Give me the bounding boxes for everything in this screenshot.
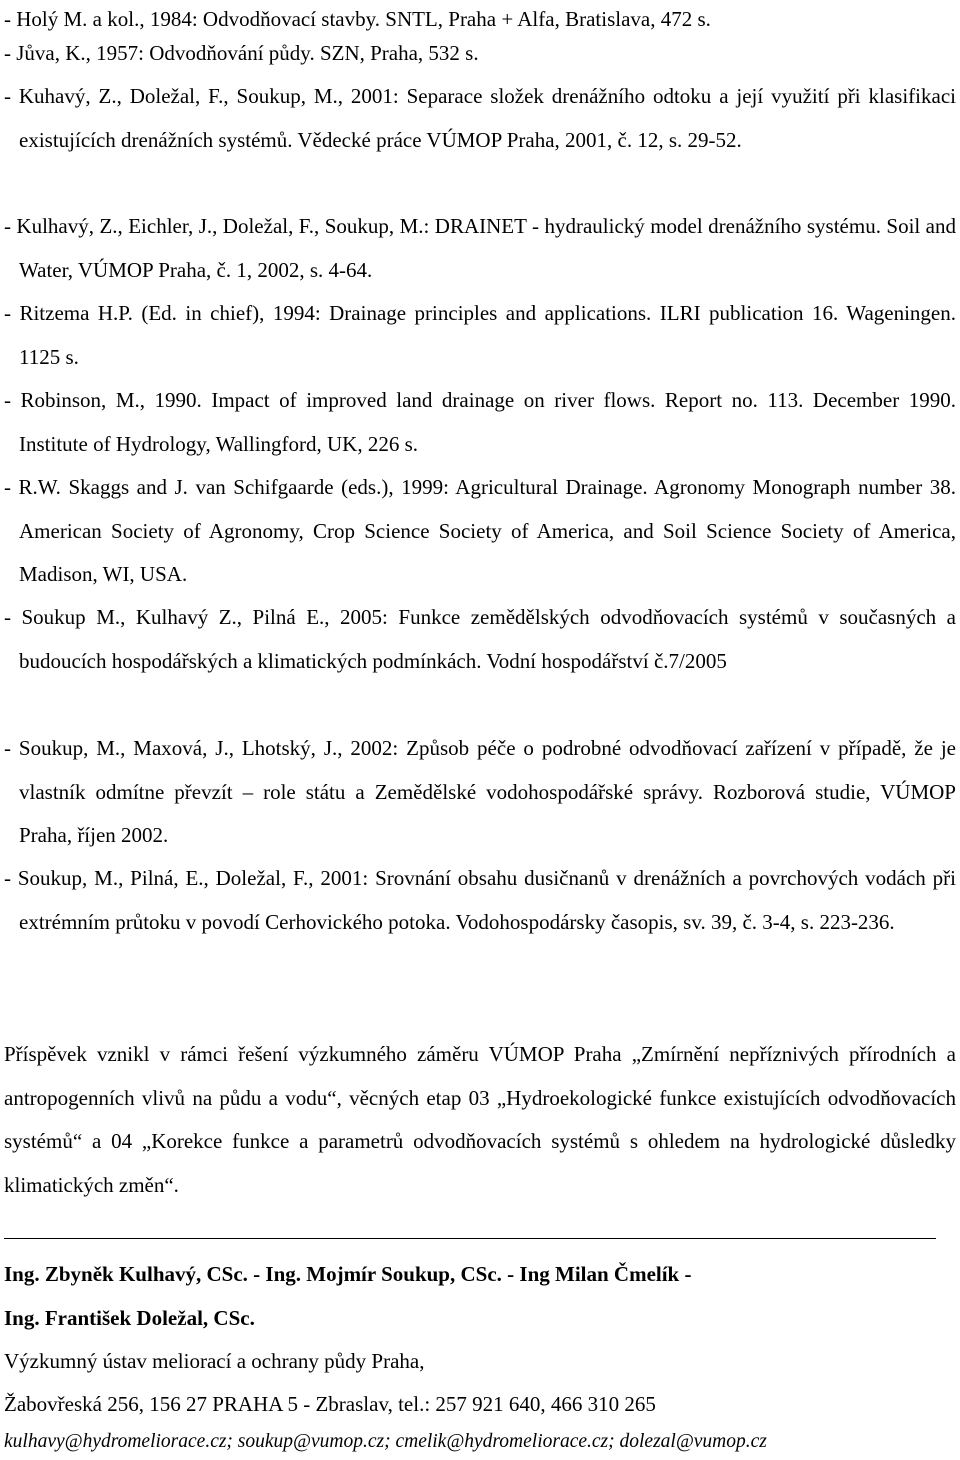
reference-soukup-2001: - Soukup, M., Pilná, E., Doležal, F., 2001: Srovnání obsahu dusičnanů v drenážních a povrchových vodách při extrémním průtoku v povodí Cerhovického potoka. Vodohospodársky časopis, sv. 39, č. 3-4, s. 223-236. (4, 866, 956, 934)
separator-rule (4, 1238, 936, 1239)
reference-kulhavy-drainet: - Kulhavý, Z., Eichler, J., Doležal, F., Soukup, M.: DRAINET - hydraulický model drenážního systému. Soil and Water, VÚMOP Praha, č. 1, 2002, s. 4-64. (4, 214, 956, 282)
authors-line-2: Ing. František Doležal, CSc. (4, 1305, 255, 1330)
authors-line-1: Ing. Zbyněk Kulhavý, CSc. - Ing. Mojmír Soukup, CSc. - Ing Milan Čmelík - (4, 1262, 692, 1286)
institute-name: Výzkumný ústav meliorací a ochrany půdy Praha, (4, 1349, 425, 1373)
reference-juva: - Jůva, K., 1957: Odvodňování půdy. SZN, Praha, 532 s. (4, 41, 479, 65)
reference-robinson: - Robinson, M., 1990. Impact of improved land drainage on river flows. Report no. 113. December 1990. Institute of Hydrology, Wallingford, UK, 226 s. (4, 388, 956, 456)
reference-soukup-2005: - Soukup M., Kulhavý Z., Pilná E., 2005: Funkce zemědělských odvodňovacích systémů v současných a budoucích hospodářských a klimatických podmínkách. Vodní hospodářství č.7/2005 (4, 605, 956, 673)
email-addresses: kulhavy@hydromeliorace.cz; soukup@vumop.cz; cmelik@hydromeliorace.cz; dolezal@vumop.cz (4, 1431, 767, 1452)
authors-block (4, 1253, 956, 1340)
reference-kuhavy-2001: - Kuhavý, Z., Doležal, F., Soukup, M., 2001: Separace složek drenážního odtoku a její využití při klasifikaci existujících drenážních systémů. Vědecké práce VÚMOP Praha, 2001, č. 12, s. 29-52. (4, 84, 956, 152)
institute-address: Žabovřeská 256, 156 27 PRAHA 5 - Zbraslav, tel.: 257 921 640, 466 310 265 (4, 1392, 656, 1416)
acknowledgement-paragraph: Příspěvek vznikl v rámci řešení výzkumného záměru VÚMOP Praha „Zmírnění nepříznivých přírodních a antropogenních vlivů na půdu a vodu“, věcných etap 03 „Hydroekologické funkce existujících odvodňovacích systémů“ a 04 „Korekce funkce a parametrů odvodňovacích systémů s ohledem na hydrologické důsledky klimatických změn“. (4, 1042, 956, 1197)
reference-soukup-2002: - Soukup, M., Maxová, J., Lhotský, J., 2002: Způsob péče o podrobné odvodňovací zařízení v případě, že je vlastník odmítne převzít – role státu a Zemědělské vodohospodářské správy. Rozborová studie, VÚMOP Praha, říjen 2002. (4, 736, 956, 847)
reference-skaggs: - R.W. Skaggs and J. van Schifgaarde (eds.), 1999: Agricultural Drainage. Agronomy Monograph number 38. American Society of Agronomy, Crop Science Society of America, and Soil Science Society of America, Madison, WI, USA. (4, 475, 956, 586)
reference-holy: - Holý M. a kol., 1984: Odvodňovací stavby. SNTL, Praha + Alfa, Bratislava, 472 s. (4, 7, 711, 31)
reference-ritzema: - Ritzema H.P. (Ed. in chief), 1994: Drainage principles and applications. ILRI publication 16. Wageningen. 1125 s. (4, 301, 956, 369)
